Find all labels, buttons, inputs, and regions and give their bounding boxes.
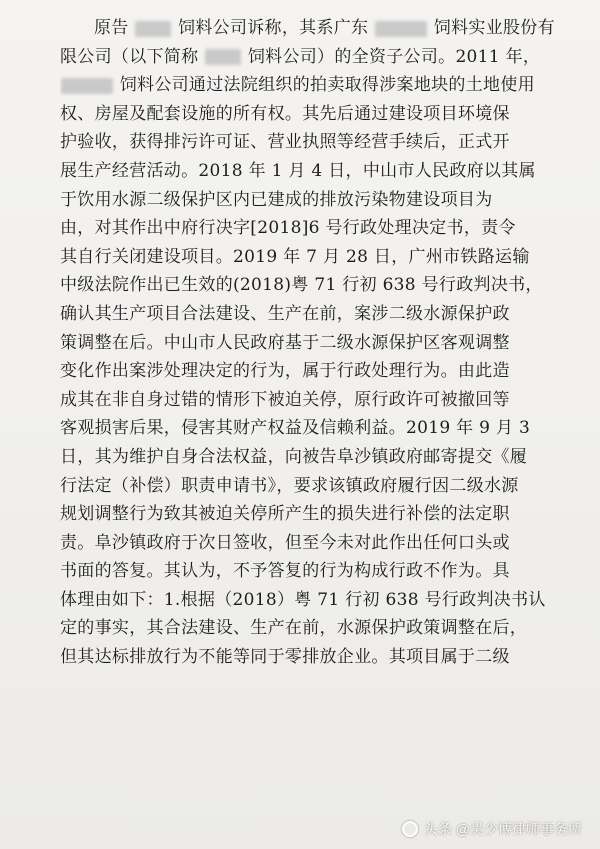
document-line: 成其在非自身过错的情形下被迫关停，原行政许可被撤回等 [60,389,510,410]
document-line: 策调整在后。中山市人民政府基于二级水源保护区客观调整 [60,332,510,353]
document-text-fragment: 饲料公司诉称，其系广东 [178,18,369,38]
document-line: 确认其生产项目合法建设、生产在前，案涉二级水源保护政 [60,303,510,324]
document-line: 由，对其作出中府行决字[2018]6 号行政处理决定书，责令 [60,218,516,239]
redacted-name [135,21,171,37]
document-text-fragment: 饲料公司通过法院组织的拍卖取得涉案地块的土地使用 [119,75,535,96]
document-text-fragment: 限公司（以下简称 [60,46,199,67]
watermark-circle-icon [402,821,418,837]
document-line: 书面的答复。其认为，不予答复的行为构成行政不作为。具 [60,561,510,582]
document-line: 变化作出案涉处理决定的行为，属于行政处理行为。由此造 [60,361,510,382]
document-text-fragment: 饲料实业股份有 [433,18,555,38]
document-line: 于饮用水源二级保护区内已建成的排放污染物建设项目为 [60,189,493,210]
redacted-name [205,49,241,65]
document-line: 定的事实，其合法建设、生产在前，水源保护政策调整在后， [60,618,528,639]
document-line: 日，其为维护自身合法权益，向被告阜沙镇政府邮寄提交《履 [60,446,528,467]
document-line: 但其达标排放行为不能等同于零排放企业。其项目属于二级 [60,647,510,668]
document-line: 规划调整行为致其被迫关停所产生的损失进行补偿的法定职 [60,504,510,525]
watermark-text: 头条 @吴少博律师事务所 [423,821,582,837]
redacted-name [61,78,113,94]
document-text-fragment: 饲料公司）的全资子公司。2011 年， [247,46,541,67]
document-line: 其自行关闭建设项目。2019 年 7 月 28 日，广州市铁路运输 [60,246,530,267]
document-line: 责。阜沙镇政府于次日签收，但至今未对此作出任何口头或 [60,532,510,553]
document-line: 客观损害后果，侵害其财产权益及信赖利益。2019 年 9 月 3 [60,418,531,439]
document-line [60,14,560,43]
document-line: 展生产经营活动。2018 年 1 月 4 日，中山市人民政府以其属 [60,160,536,181]
redacted-name [375,21,427,37]
document-line: 体理由如下：1.根据（2018）粤 71 行初 638 号行政判决书认 [60,589,546,610]
watermark [402,819,582,839]
document-line: 行法定（补偿）职责申请书》，要求该镇政府履行因二级水源 [60,475,519,496]
document-text-fragment: 原告 [94,18,129,38]
document-line [60,43,560,72]
document-line: 中级法院作出已生效的(2018)粤 71 行初 638 号行政判决书， [60,275,543,296]
document-line [60,71,560,100]
document-body [60,14,560,672]
document-line: 护验收，获得排污许可证、营业执照等经营手续后，正式开 [60,132,510,153]
document-line: 权、房屋及配套设施的所有权。其先后通过建设项目环境保 [60,103,510,124]
